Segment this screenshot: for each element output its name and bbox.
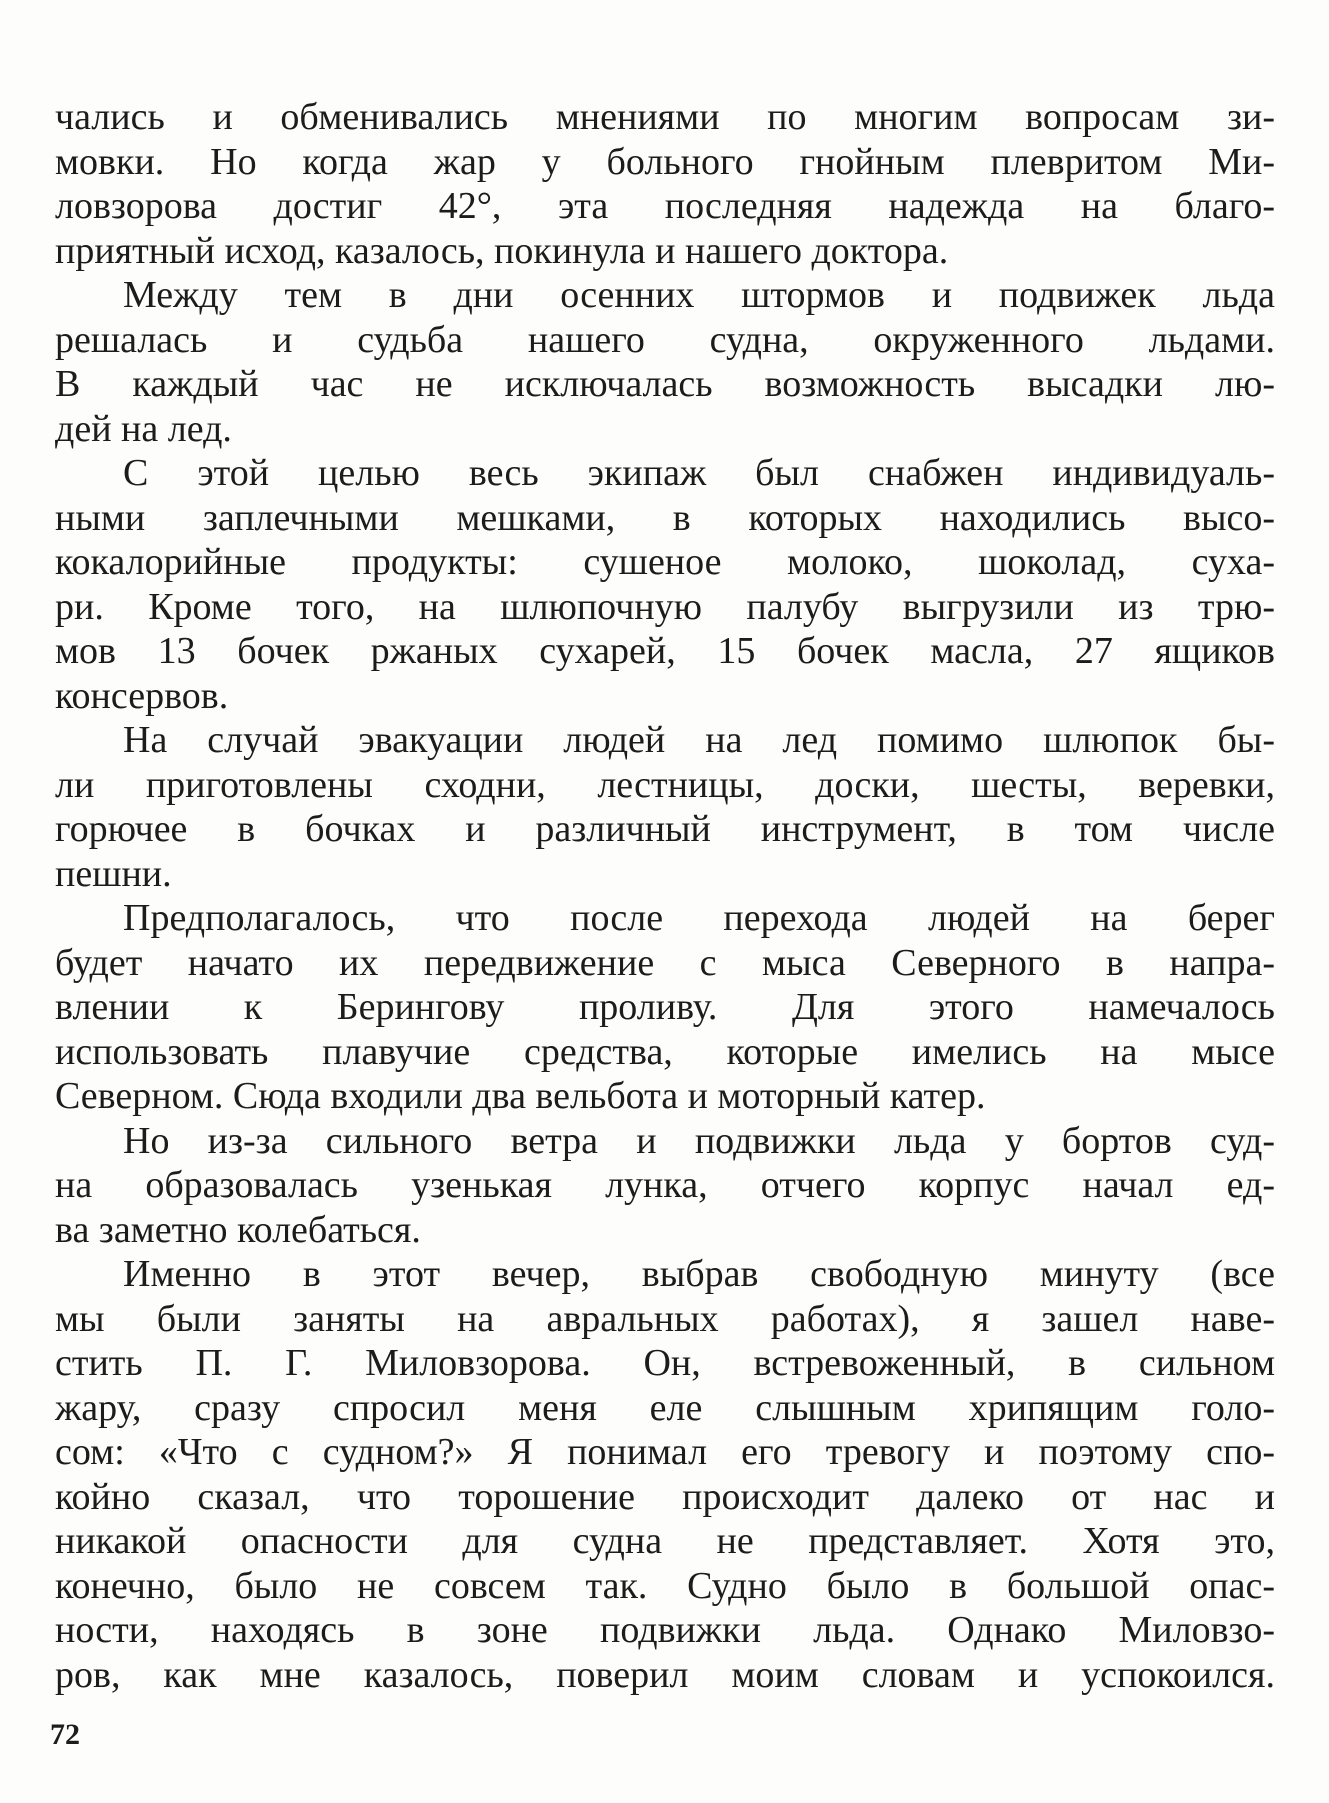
text-line: сом: «Что с судном?» Я понимал его тревогу и поэтому спо-	[55, 1431, 1275, 1473]
text-line: Предполагалось, что после перехода людей на берег	[123, 897, 1275, 939]
text-line: Между тем в дни осенних штормов и подвижек льда	[123, 274, 1275, 316]
text-line: консервов.	[55, 674, 229, 717]
text-line: ными заплечными мешками, в которых находились высо-	[55, 496, 1275, 539]
text-line: ности, находясь в зоне подвижки льда. Однако Миловзо-	[55, 1609, 1275, 1651]
text-line: чались и обменивались мнениями по многим вопросам зи-	[55, 96, 1275, 138]
text-line: дей на лед.	[55, 407, 232, 450]
text-line: ва заметно колебаться.	[55, 1208, 421, 1251]
text-line: мов 13 бочек ржаных сухарей, 15 бочек масла, 27 ящиков	[55, 630, 1275, 672]
text-line: Но из-за сильного ветра и подвижки льда у бортов суд-	[123, 1119, 1275, 1162]
text-line: влении к Берингову проливу. Для этого намечалось	[55, 986, 1275, 1028]
text-line: никакой опасности для судна не представляет. Хотя это,	[55, 1520, 1275, 1562]
text-line: койно сказал, что торошение происходит далеко от нас и	[55, 1475, 1275, 1518]
text-line: на образовалась узенькая лунка, отчего корпус начал ед-	[55, 1164, 1275, 1206]
text-line: использовать плавучие средства, которые имелись на мысе	[55, 1030, 1275, 1073]
text-line: конечно, было не совсем так. Судно было в большой опас-	[55, 1564, 1275, 1607]
text-line: стить П. Г. Миловзорова. Он, встревоженный, в сильном	[55, 1342, 1275, 1384]
text-line: ловзорова достиг 42°, эта последняя надежда на благо-	[55, 185, 1275, 227]
page-number: 72	[50, 1718, 80, 1751]
text-line: будет начато их передвижение с мыса Северного в напра-	[55, 941, 1275, 984]
text-line: мовки. Но когда жар у больного гнойным плевритом Ми-	[55, 140, 1275, 183]
text-line: мы были заняты на авральных работах), я зашел наве-	[55, 1297, 1275, 1340]
text-line: В каждый час не исключалась возможность высадки лю-	[55, 363, 1275, 405]
text-line: ров, как мне казалось, поверил моим словам и успокоился.	[55, 1653, 1275, 1696]
body-text	[55, 95, 1275, 1697]
text-line: решалась и судьба нашего судна, окруженного льдами.	[55, 318, 1275, 361]
text-line: жару, сразу спросил меня еле слышным хрипящим голо-	[55, 1386, 1275, 1429]
text-line: горючее в бочках и различный инструмент, в том числе	[55, 808, 1275, 850]
text-line: Именно в этот вечер, выбрав свободную минуту (все	[123, 1253, 1275, 1295]
text-line: пешни.	[55, 852, 172, 895]
text-line: С этой целью весь экипаж был снабжен индивидуаль-	[123, 452, 1275, 494]
text-line: кокалорийные продукты: сушеное молоко, шоколад, суха-	[55, 541, 1275, 583]
text-line: ли приготовлены сходни, лестницы, доски, шесты, веревки,	[55, 763, 1275, 806]
text-line: Северном. Сюда входили два вельбота и моторный катер.	[55, 1075, 986, 1117]
text-line: приятный исход, казалось, покинула и нашего доктора.	[55, 229, 949, 272]
text-line: На случай эвакуации людей на лед помимо шлюпок бы-	[123, 719, 1275, 761]
text-line: ри. Кроме того, на шлюпочную палубу выгрузили из трю-	[55, 585, 1275, 628]
